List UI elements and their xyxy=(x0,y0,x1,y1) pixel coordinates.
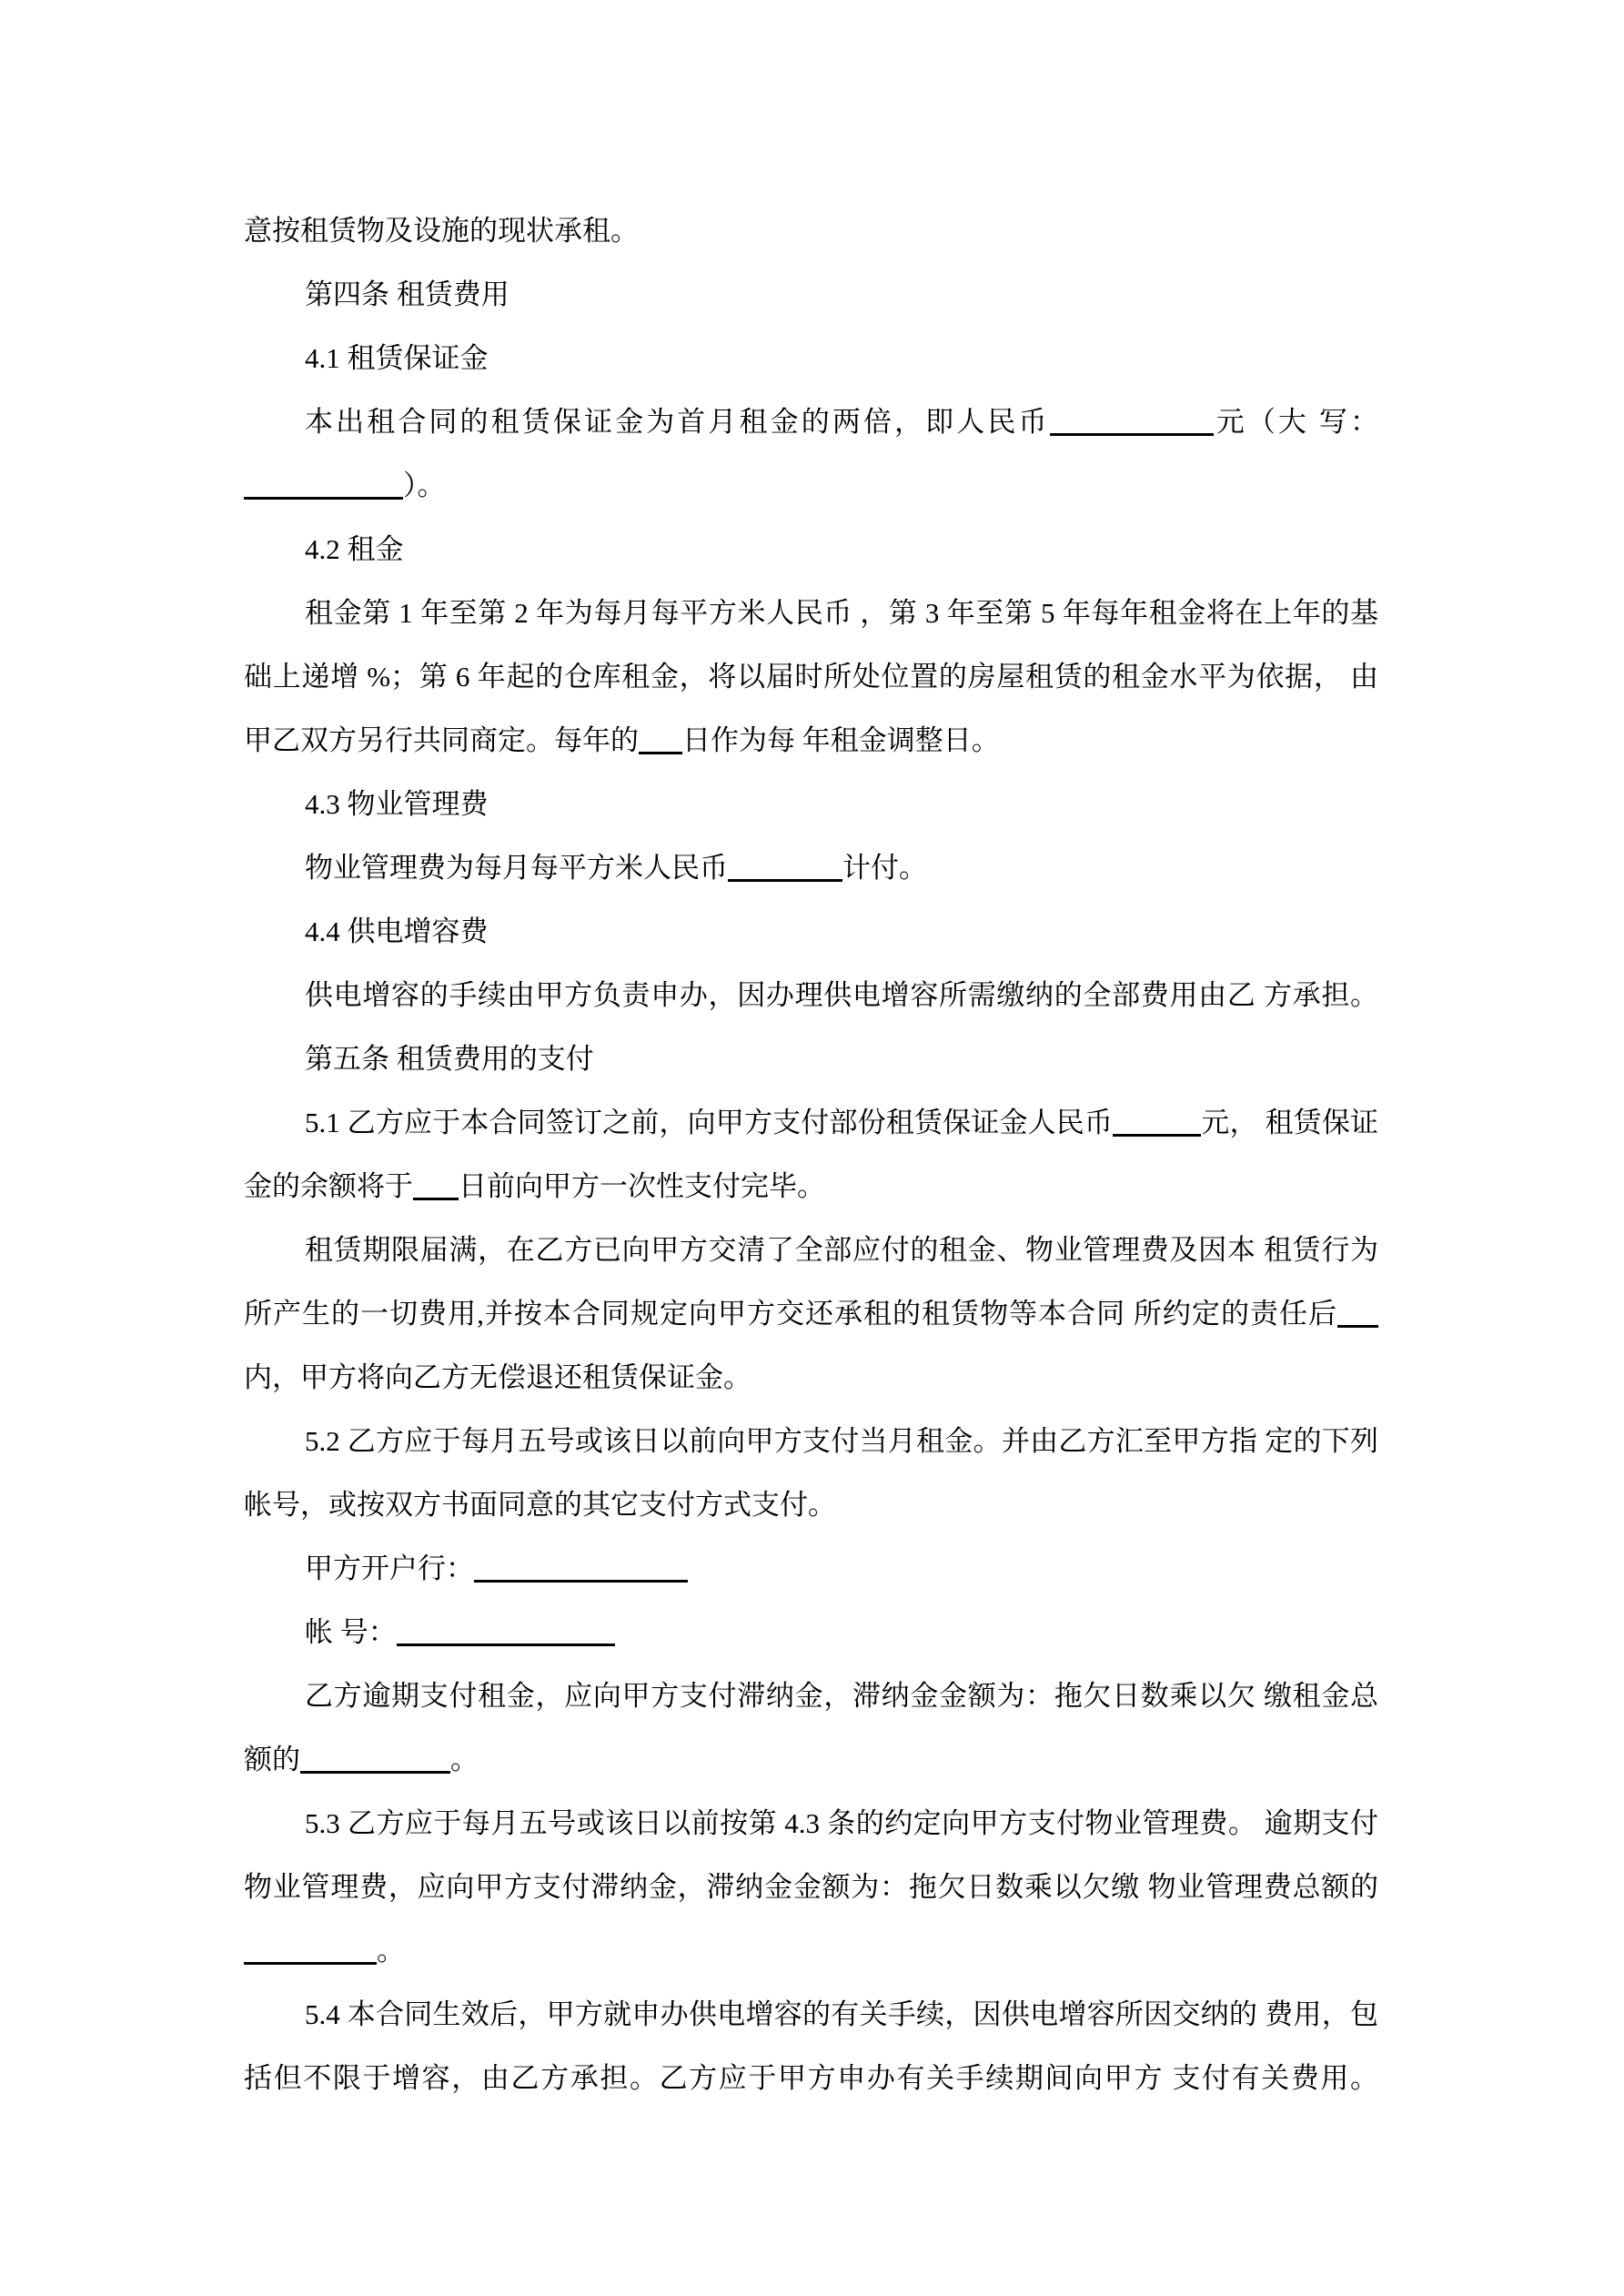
text-run: 。 xyxy=(377,1935,405,1967)
text-run: 础上递增 %；第 6 年起的仓库租金，将以届时所处位置的房屋租赁的租金水平为依据， 由 xyxy=(244,661,1378,693)
text-run: 5.1 乙方应于本合同签订之前，向甲方支付部份租赁保证金人民币 xyxy=(305,1107,1114,1138)
text-run: 供电增容的手续由甲方负责申办，因办理供电增容所需缴纳的全部费用由乙 方承担。 xyxy=(305,979,1378,1011)
text-line xyxy=(244,1155,1378,1219)
text-line xyxy=(244,900,1378,964)
text-line xyxy=(244,1410,1378,1473)
blank-underline xyxy=(413,1192,459,1200)
text-line xyxy=(244,1282,1378,1346)
text-run: 4.2 租金 xyxy=(305,533,404,565)
text-run: 5.3 乙方应于每月五号或该日以前按第 4.3 条的约定向甲方支付物业管理费。 逾期支付 xyxy=(305,1807,1378,1839)
blank-underline xyxy=(728,874,842,882)
text-run: 日前向甲方一次性支付完毕。 xyxy=(459,1170,825,1202)
text-line xyxy=(244,263,1378,327)
text-run: 额的 xyxy=(244,1744,300,1775)
text-line xyxy=(244,1346,1378,1410)
text-run: 帐号，或按双方书面同意的其它支付方式支付。 xyxy=(244,1489,836,1521)
text-line xyxy=(244,1856,1378,1919)
text-run: 计付。 xyxy=(842,852,927,884)
text-run: 。 xyxy=(450,1744,479,1775)
text-run: ）。 xyxy=(403,470,446,501)
text-run: 第四条 租赁费用 xyxy=(305,278,509,310)
text-line xyxy=(244,1664,1378,1728)
text-line xyxy=(244,582,1378,645)
text-run: 4.1 租赁保证金 xyxy=(305,342,489,374)
text-line xyxy=(244,1601,1378,1664)
blank-underline xyxy=(244,1957,377,1965)
blank-underline xyxy=(474,1574,688,1583)
blank-underline xyxy=(244,491,403,500)
text-line xyxy=(244,454,1378,518)
text-line xyxy=(244,964,1378,1027)
contract-text xyxy=(244,199,1378,2110)
blank-underline xyxy=(397,1638,615,1646)
text-run: 乙方逾期支付租金，应向甲方支付滞纳金，滞纳金金额为：拖欠日数乘以欠 缴租金总 xyxy=(305,1680,1378,1712)
text-line xyxy=(244,327,1378,390)
text-line xyxy=(244,836,1378,900)
text-run: 内，甲方将向乙方无偿退还租赁保证金。 xyxy=(244,1361,751,1393)
text-run: 物业管理费为每月每平方米人民币 xyxy=(305,852,728,884)
blank-underline xyxy=(639,746,682,754)
text-line xyxy=(244,1537,1378,1601)
text-line xyxy=(244,645,1378,709)
text-run: 帐 号： xyxy=(305,1616,397,1648)
text-run: 金的余额将于 xyxy=(244,1170,413,1202)
text-run: 5.4 本合同生效后，甲方就申办供电增容的有关手续，因供电增容所因交纳的 费用，包 xyxy=(305,1998,1378,2030)
text-line xyxy=(244,518,1378,582)
text-run: 意按租赁物及设施的现状承租。 xyxy=(244,215,639,247)
blank-underline xyxy=(1113,1128,1201,1137)
text-run: 日作为每 年租金调整日。 xyxy=(682,724,1000,756)
text-run: 租金第 1 年至第 2 年为每月每平方米人民币 ，第 3 年至第 5 年每年租金将在上年的基 xyxy=(305,597,1378,629)
blank-underline xyxy=(300,1765,450,1774)
text-run: 4.4 供电增容费 xyxy=(305,915,489,947)
blank-underline xyxy=(1050,428,1214,436)
text-run: 物业管理费，应向甲方支付滞纳金，滞纳金金额为：拖欠日数乘以欠缴 物业管理费总额的 xyxy=(244,1871,1378,1903)
text-run: 元， 租赁保证 xyxy=(1201,1107,1379,1138)
text-line xyxy=(244,709,1378,773)
blank-underline xyxy=(1337,1320,1378,1328)
text-run: 5.2 乙方应于每月五号或该日以前向甲方支付当月租金。并由乙方汇至甲方指 定的下列 xyxy=(305,1425,1378,1457)
text-run: 元（大 写： xyxy=(1213,406,1379,438)
text-line xyxy=(244,1091,1378,1155)
text-run: 甲乙双方另行共同商定。每年的 xyxy=(244,724,639,756)
text-line xyxy=(244,390,1378,454)
text-line xyxy=(244,1792,1378,1856)
text-line xyxy=(244,1919,1378,1983)
text-run: 4.3 物业管理费 xyxy=(305,788,489,820)
text-run: 甲方开户行： xyxy=(305,1553,474,1584)
text-line xyxy=(244,1027,1378,1091)
text-run: 本出租合同的租赁保证金为首月租金的两倍，即人民币 xyxy=(305,406,1050,438)
text-line xyxy=(244,1473,1378,1537)
text-line xyxy=(244,1728,1378,1792)
text-run: 括但不限于增容，由乙方承担。乙方应于甲方申办有关手续期间向甲方 支付有关费用。 xyxy=(244,2062,1378,2094)
text-run: 所产生的一切费用,并按本合同规定向甲方交还承租的租赁物等本合同 所约定的责任后 xyxy=(244,1298,1337,1330)
text-run: 第五条 租赁费用的支付 xyxy=(305,1043,594,1075)
text-line xyxy=(244,1219,1378,1282)
text-run: 租赁期限届满，在乙方已向甲方交清了全部应付的租金、物业管理费及因本 租赁行为 xyxy=(305,1234,1378,1266)
text-line xyxy=(244,199,1378,263)
text-line xyxy=(244,1983,1378,2047)
text-line xyxy=(244,2047,1378,2110)
text-line xyxy=(244,773,1378,836)
